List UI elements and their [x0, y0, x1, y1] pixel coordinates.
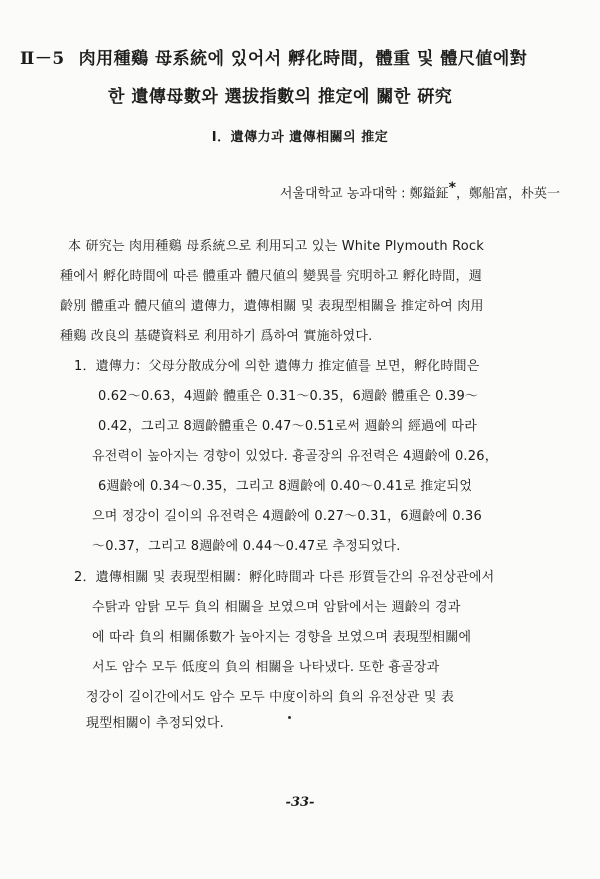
- intro-line: 齡別 體重과 體尺値의 遺傳力，遺傳相關 및 表現型相關을 推定하여 肉用: [60, 299, 484, 314]
- item1-line: ～0.37，그리고 8週齡에 0.44～0.47로 추정되었다.: [92, 539, 401, 554]
- title-line-2: [108, 82, 452, 107]
- item1-line: 0.62～0.63，4週齡 體重은 0.31～0.35，6週齡 體重은 0.39～: [98, 389, 479, 404]
- intro-line: 種에서 孵化時間에 따른 體重과 體尺値의 變異를 究明하고 孵化時間，週: [60, 269, 482, 284]
- item1-line: 유전력이 높아지는 경향이 있었다. 흉골장의 유전력은 4週齡에 0.26，: [92, 449, 498, 464]
- item2-line: 現型相關이 추정되었다.: [86, 716, 225, 731]
- item2-line: 서도 암수 모두 低度의 負의 相關을 나타냈다. 또한 흉골장과: [92, 660, 440, 675]
- item1-line: 1．遺傳力：父母分散成分에 의한 遺傳力 推定値를 보면，孵化時間은: [74, 359, 480, 374]
- author-others: ，鄭船富，朴英一: [455, 186, 560, 202]
- title-text-1: 肉用種鷄 母系統에 있어서 孵化時間，體重 및 體尺値에對: [78, 49, 528, 69]
- item2-line: 에 따라 負의 相關係數가 높아지는 경향을 보였으며 表現型相關에: [92, 630, 472, 645]
- title-text-2: 한 遺傳母數와 選拔指數의 推定에 關한 硏究: [108, 87, 453, 107]
- affiliation: 서울대학교 농과대학 :: [279, 186, 406, 202]
- title-line-1: [20, 44, 527, 69]
- item1-line: 0.42，그리고 8週齡體重은 0.47～0.51로써 週齡의 經過에 따라: [98, 419, 477, 434]
- stray-dot: [288, 716, 291, 719]
- item2-line: 정강이 길이간에서도 암수 모두 中度이하의 負의 유전상관 및 表: [86, 690, 455, 705]
- page-number: -33-: [285, 795, 315, 810]
- item2-line: 2．遺傳相關 및 表現型相關：孵化時間과 다른 形質들간의 유전상관에서: [74, 570, 495, 585]
- author-asterisk: *: [448, 180, 456, 196]
- intro-line: 種鷄 改良의 基礎資料로 利用하기 爲하여 實施하였다.: [60, 329, 373, 344]
- section-number: Ⅱ－5: [20, 49, 65, 69]
- item1-line: 6週齡에 0.34～0.35，그리고 8週齡에 0.40～0.41로 推定되었: [98, 479, 473, 494]
- item1-line: 으며 정강이 길이의 유전력은 4週齡에 0.27～0.31，6週齡에 0.36: [92, 509, 482, 524]
- author-primary: 鄭鎰鉦: [409, 186, 449, 202]
- item2-line: 수탉과 암탉 모두 負의 相關을 보였으며 암탉에서는 週齡의 경과: [92, 600, 461, 615]
- subtitle: Ⅰ．遺傳力과 遺傳相關의 推定: [211, 130, 389, 145]
- intro-line: 本 研究는 肉用種鷄 母系統으로 利用되고 있는 White Plymouth Rock: [68, 239, 484, 254]
- author-line: [280, 180, 560, 201]
